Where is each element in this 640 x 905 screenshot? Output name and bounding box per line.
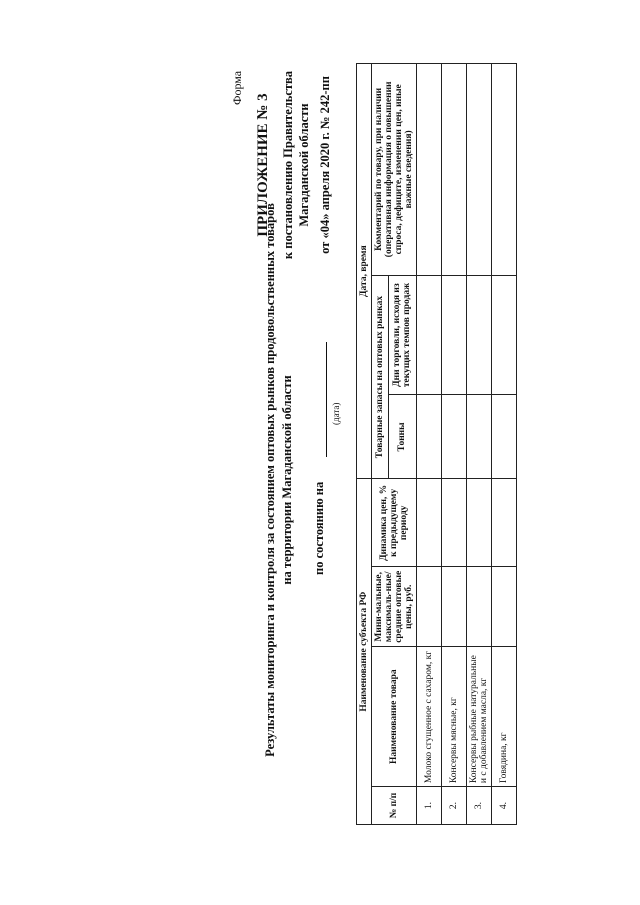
row-num: 2. — [442, 787, 467, 825]
appendix-ref-line1: к постановлению Правительства — [281, 70, 295, 260]
date-hint: (дата) — [331, 402, 341, 425]
table-row — [467, 64, 492, 825]
form-label: Форма — [230, 70, 244, 105]
document-title-line1: Результаты мониторинга и контроля за состоянием оптовых рынков продовольственных товаров — [263, 203, 277, 757]
row-num: 4. — [492, 787, 517, 825]
row-num: 3. — [467, 787, 492, 825]
row-cell — [492, 395, 517, 479]
header-row-1 — [357, 64, 372, 825]
row-cell — [492, 275, 517, 395]
row-cell — [417, 479, 442, 567]
header-prices: Мини-мальные, максималь-ные/средние оптовые цены, руб. — [372, 567, 417, 647]
table-row — [492, 64, 517, 825]
row-cell — [442, 567, 467, 647]
row-cell — [467, 275, 492, 395]
row-cell — [417, 395, 442, 479]
row-name: Говядина, кг — [492, 647, 517, 787]
date-fill-line — [326, 342, 327, 457]
row-name: Молоко сгущенное с сахаром, кг — [417, 647, 442, 787]
row-cell — [417, 64, 442, 276]
row-cell — [442, 275, 467, 395]
header-name: Наименование товара — [372, 647, 417, 787]
as-of-label: по состоянию на — [312, 481, 326, 575]
header-datetime: Дата, время — [357, 64, 372, 479]
appendix-title: ПРИЛОЖЕНИЕ № 3 — [255, 93, 271, 237]
row-cell — [467, 395, 492, 479]
row-cell — [467, 567, 492, 647]
row-cell — [492, 567, 517, 647]
row-cell — [492, 479, 517, 567]
row-cell — [467, 64, 492, 276]
header-dynamics: Динамика цен, % к предыдущему периоду — [372, 479, 417, 567]
row-cell — [417, 567, 442, 647]
appendix-date: от «04» апреля 2020 г. № 242-пп — [318, 76, 332, 254]
appendix-ref-line2: Магаданской области — [297, 103, 311, 227]
header-stocks: Товарные запасы на оптовых рынках — [372, 275, 389, 479]
document-title — [262, 175, 296, 785]
row-cell — [442, 479, 467, 567]
table-row — [417, 64, 442, 825]
row-name: Консервы рыбные натуральные и с добавлением масла, кг — [467, 647, 492, 787]
row-cell — [417, 275, 442, 395]
row-cell — [467, 479, 492, 567]
header-days: Дни торговли, исходя из текущих темпов продаж — [388, 275, 416, 395]
table-row — [442, 64, 467, 825]
header-row-2 — [372, 64, 389, 825]
header-tons: Тонны — [388, 395, 416, 479]
row-cell — [492, 64, 517, 276]
row-cell — [442, 64, 467, 276]
header-subject: Наименование субъекта РФ — [357, 479, 372, 825]
monitoring-table — [356, 63, 517, 825]
row-cell — [442, 395, 467, 479]
row-num: 1. — [417, 787, 442, 825]
row-name: Консервы мясные, кг — [442, 647, 467, 787]
document-title-line2: на территории Магаданской области — [280, 375, 294, 585]
header-num: № п/п — [372, 787, 417, 825]
header-comment: Комментарий по товару, при наличии (оперативная информация о повышении спроса, дефиците, изменении цен, иные важные сведения) — [372, 64, 417, 276]
